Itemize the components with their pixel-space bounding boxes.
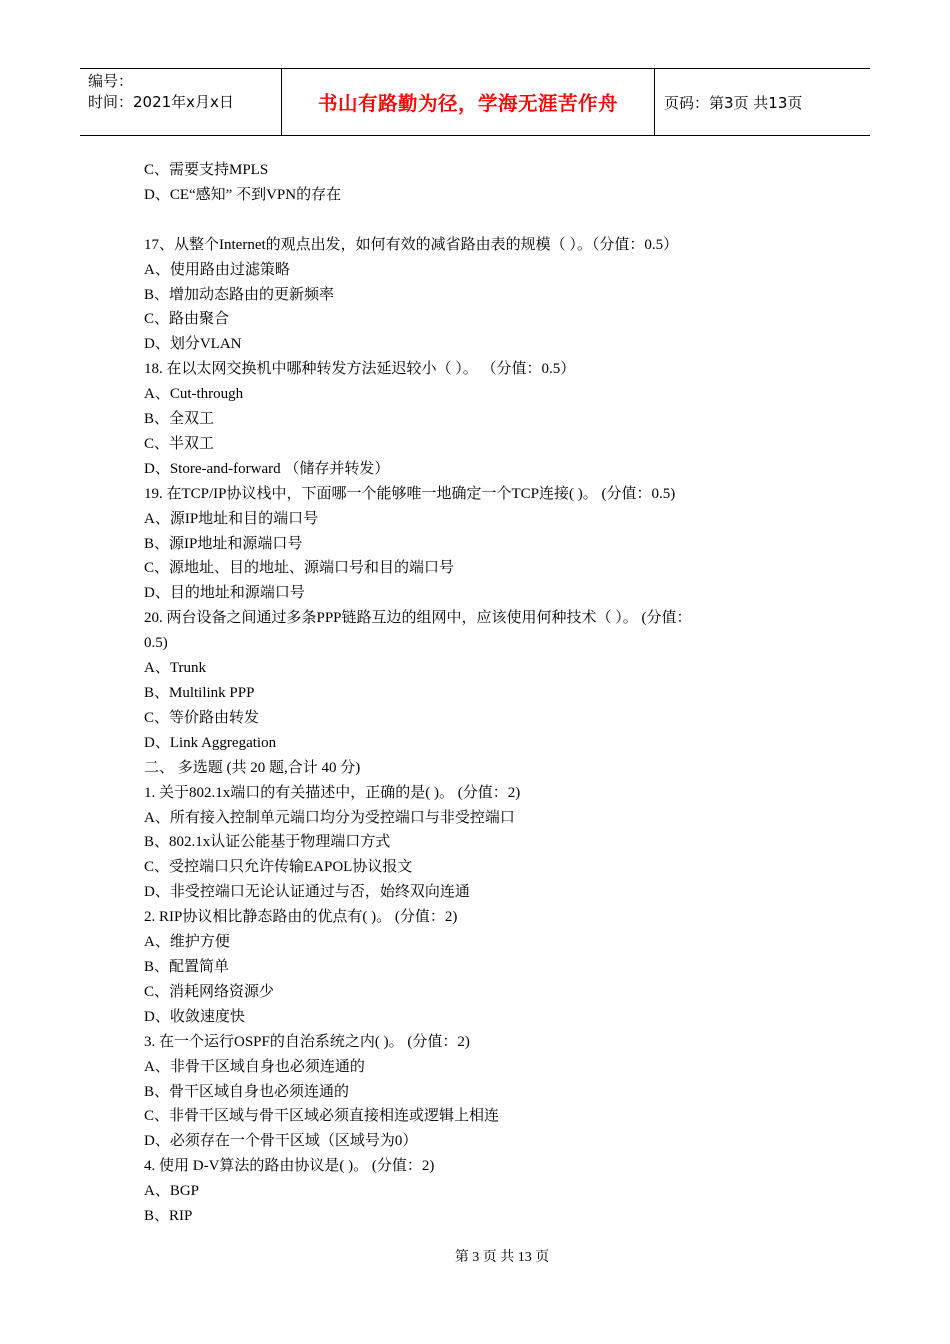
text-line: C、半双工: [144, 435, 215, 452]
footer-page-number: 第 3 页 共 13 页: [454, 1250, 550, 1265]
text-line: A、使用路由过滤策略: [144, 261, 290, 278]
text-line: D、非受控端口无论认证通过与否，始终双向连通: [144, 884, 470, 901]
text-line: 1. 关于802.1x端口的有关描述中，正确的是( )。 (分值：2): [144, 784, 521, 801]
text-line: C、源地址、目的地址、源端口号和目的端口号: [144, 560, 455, 577]
text-line: B、Multilink PPP: [144, 685, 255, 702]
text-line: D、Link Aggregation: [144, 734, 277, 751]
text-line: C、等价路由转发: [144, 709, 260, 726]
text-line: A、所有接入控制单元端口均分为受控端口与非受控端口: [144, 809, 515, 826]
text-line: C、需要支持MPLS: [144, 162, 269, 178]
text-line: B、802.1x认证公能基于物理端口方式: [144, 834, 391, 851]
motto-title: 书山有路勤为径，学海无涯苦作舟: [282, 69, 655, 135]
text-line: 3. 在一个运行OSPF的自治系统之内( )。 (分值：2): [144, 1033, 470, 1050]
text-line: C、非骨干区域与骨干区域必须直接相连或逻辑上相连: [144, 1108, 500, 1125]
text-line: 19. 在TCP/IP协议栈中，下面哪一个能够唯一地确定一个TCP连接( )。 (分值：0.5): [144, 485, 676, 502]
text-line: A、Cut-through: [144, 386, 244, 403]
text-line: B、增加动态路由的更新频率: [144, 286, 335, 303]
text-line: A、源IP地址和目的端口号: [144, 510, 319, 527]
page-footer: [0, 1246, 950, 1266]
blank-line: [144, 208, 814, 233]
text-line: 17、从整个Internet的观点出发，如何有效的减省路由表的规模（ ）。（分值：0.5）: [144, 236, 679, 253]
document-body: [144, 158, 814, 1229]
number-label: 编号：: [88, 72, 134, 90]
text-line: B、配置简单: [144, 958, 230, 975]
text-line: 二、 多选题 (共 20 题,合计 40 分): [144, 759, 361, 776]
text-line: 4. 使用 D-V算法的路由协议是( )。 (分值：2): [144, 1158, 435, 1175]
text-line: D、划分VLAN: [144, 336, 242, 353]
text-line: D、目的地址和源端口号: [144, 585, 305, 602]
text-line: A、维护方便: [144, 934, 230, 951]
text-line: C、受控端口只允许传输EAPOL协议报文: [144, 859, 413, 876]
text-line: 0.5): [144, 635, 168, 652]
time-label: 时间：2021年x月x日: [88, 93, 234, 111]
text-line: A、BGP: [144, 1183, 200, 1200]
text-line: A、Trunk: [144, 660, 206, 677]
text-line: D、必须存在一个骨干区域（区域号为0）: [144, 1133, 418, 1150]
text-line: B、RIP: [144, 1208, 193, 1225]
text-line: 2. RIP协议相比静态路由的优点有( )。 (分值：2): [144, 909, 458, 926]
text-line: D、CE“感知” 不到VPN的存在: [144, 186, 342, 203]
text-line: C、路由聚合: [144, 311, 230, 328]
header-left-cell: [80, 69, 282, 135]
text-line: 20. 两台设备之间通过多条PPP链路互边的组网中，应该使用何种技术（ ）。 (分值：: [144, 610, 692, 627]
text-line: D、收敛速度快: [144, 1008, 245, 1025]
text-line: B、源IP地址和源端口号: [144, 535, 303, 552]
text-line: C、消耗网络资源少: [144, 983, 275, 1000]
page-info: 页码：第3页 共13页: [664, 93, 803, 112]
text-line: B、骨干区域自身也必须连通的: [144, 1083, 350, 1100]
page-header: [80, 68, 870, 136]
text-line: B、全双工: [144, 411, 215, 428]
text-line: A、非骨干区域自身也必须连通的: [144, 1058, 365, 1075]
text-line: 18. 在以太网交换机中哪种转发方法延迟较小（ ）。 （分值：0.5）: [144, 361, 576, 378]
text-line: D、Store-and-forward （储存并转发）: [144, 460, 390, 477]
